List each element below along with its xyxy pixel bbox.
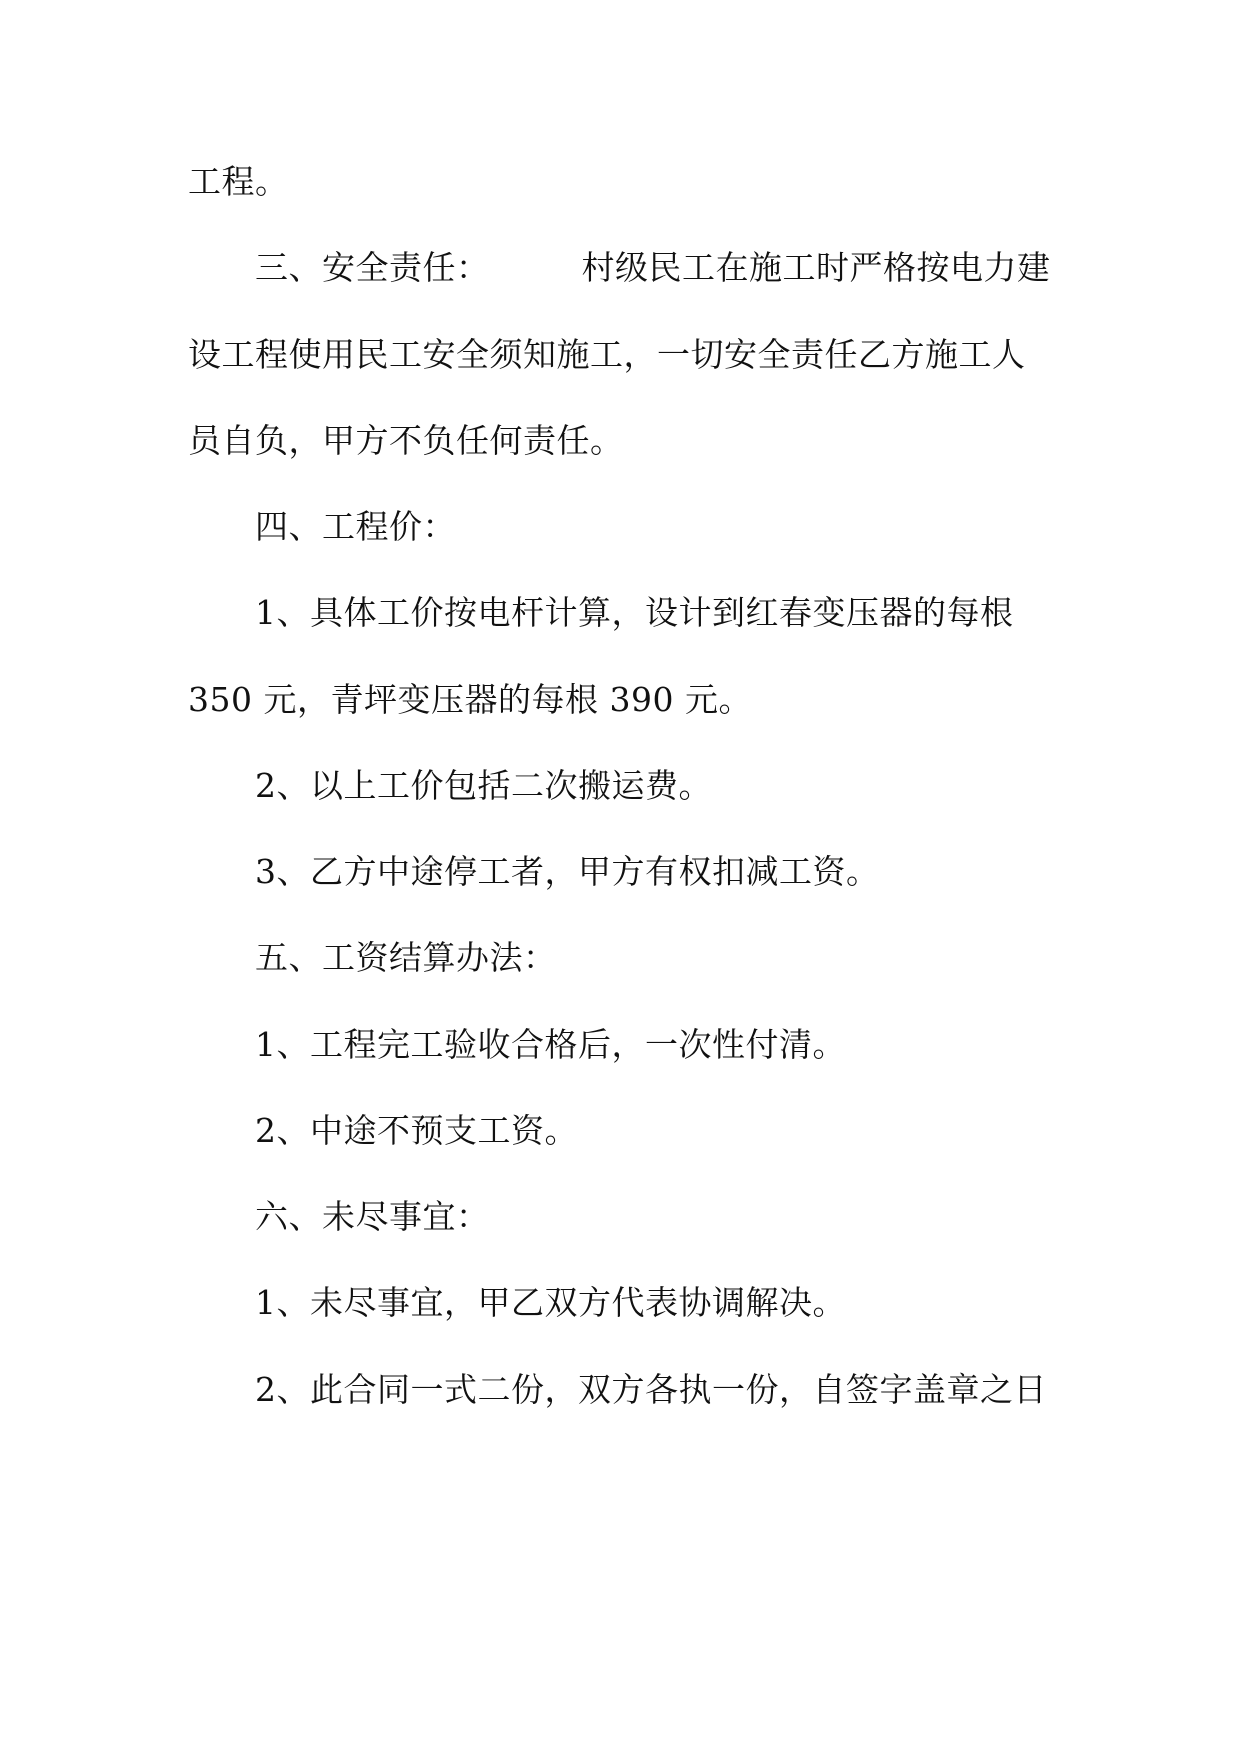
section-heading-other-matters: 六、未尽事宜： [255, 1197, 490, 1236]
section-three-line [255, 248, 1051, 288]
list-item: 1、未尽事宜，甲乙双方代表协调解决。 [255, 1283, 846, 1322]
list-item: 2、以上工价包括二次搬运费。 [255, 766, 712, 805]
text-line: 员自负，甲方不负任何责任。 [188, 421, 624, 460]
list-item: 2、中途不预支工资。 [255, 1111, 578, 1150]
list-item: 1、具体工价按电杆计算，设计到红春变压器的每根 [255, 593, 1014, 632]
section-heading-safety: 三、安全责任： [255, 248, 490, 287]
list-item: 1、工程完工验收合格后，一次性付清。 [255, 1025, 846, 1064]
text-fragment: 村级民工在施工时严格按电力建 [581, 248, 1051, 287]
section-heading-settlement: 五、工资结算办法： [255, 938, 557, 977]
list-item: 2、此合同一式二份，双方各执一份，自签字盖章之日 [255, 1370, 1047, 1409]
text-line: 设工程使用民工安全须知施工，一切安全责任乙方施工人 [188, 335, 1026, 374]
text-line: 工程。 [188, 162, 289, 201]
text-line: 350 元，青坪变压器的每根 390 元。 [188, 680, 752, 719]
section-heading-price: 四、工程价： [255, 507, 456, 546]
list-item: 3、乙方中途停工者，甲方有权扣减工资。 [255, 852, 880, 891]
